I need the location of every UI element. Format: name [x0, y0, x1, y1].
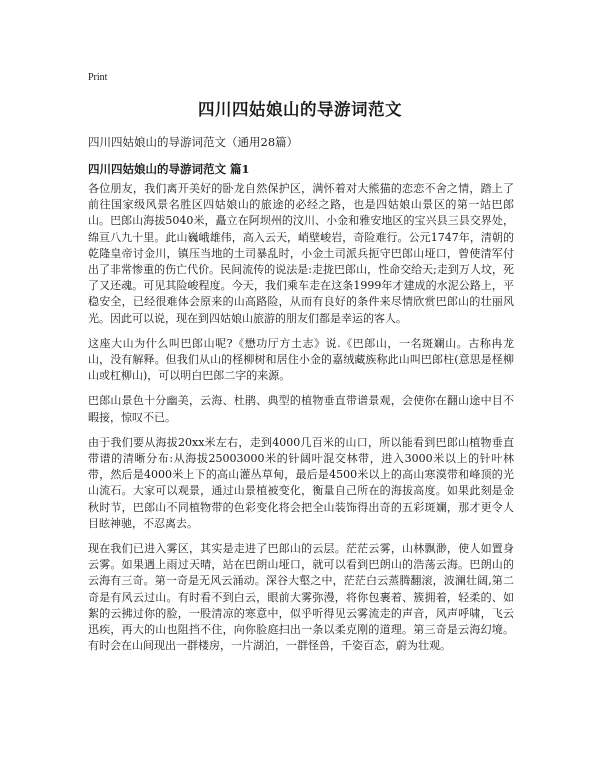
article-body	[88, 181, 514, 663]
paragraph-5: 现在我们已进入雾区，其实是走进了巴郎山的云层。茫茫云雾，山林飘渺，使人如置身云雾。如果遇上雨过天晴，站在巴朗山垭口，就可以看到巴朗山的浩荡云海。巴朗山的云海有三奇。第一奇是无风云涌动。深谷大壑之中，茫茫白云蒸腾翻滚，波澜壮阔,第二奇是有风云过山。有时看不到白云，眼前大雾弥漫，将你包裹着、簇拥着，轻柔的、如絮的云拂过你的脸，一股清凉的寒意中，似乎听得见云雾流走的声音，风声呼啸，飞云迅疾，再大的山也阻挡不住，向你脸庭扫出一条以柔克刚的道理。第三奇是云海幻境。有时会在山间现出一群楼房，一片湖泊，一群怪兽，千姿百态，蔚为壮观。	[88, 542, 514, 653]
print-link[interactable]: Print	[88, 72, 108, 83]
document-subtitle: 四川四姑娘山的导游词范文（通用28篇）	[88, 135, 299, 149]
paragraph-2: 这座大山为什么叫巴郎山呢?《懋功厅方土志》说.《巴郎山，一名斑斓山。古称冉龙山，没有解释。但我们从山的柽柳树和居住小金的嘉绒藏族称此山叫巴郎柱(意思是柽柳山或杠柳山)，可以明白巴郎二字的来源。	[88, 336, 514, 383]
paragraph-3: 巴郎山景色十分幽美，云海、杜鹃、典型的植物垂直带谱景观，会使你在翻山途中目不暇接，惊叹不已。	[88, 394, 514, 424]
paragraph-4: 由于我们要从海拔20xx米左右，走到4000几百米的山口，所以能看到巴郎山植物垂直带谱的清晰分布:从海拔25003000米的针阔叶混交林带，进入3000米以上的针叶林带，然后是4000米上下的高山灌丛草甸，最后是4500米以上的高山寒漠带和峰顶的光山流石。大家可以观景，通过山景植被变化，衡量自己所在的海拔高度。如果此刻是金秋时节，巴郎山不同植物带的色彩变化将会把全山装饰得出奇的五彩斑斓，那才更令人目眩神驰，不忍离去。	[88, 435, 514, 530]
paragraph-1: 各位朋友，我们离开美好的卧龙自然保护区，满怀着对大熊猫的恋恋不舍之情，踏上了前往国家级风景名胜区四姑娘山的旅途的必经之路，也是四姑娘山景区的第一站巴郎山。巴郎山海拔5040米，矗立在阿坝州的汶川、小金和雅安地区的宝兴县三县交界处，绵亘八九十里。此山巍峨雄伟，高入云天，峭壁峻岩，奇险难行。公元1747年，清朝的乾隆皇帝讨金川，镇压当地的土司暴乱时，小金土司派兵扼守巴郎山垭口，曾使清军付出了非常惨重的伤亡代价。民间流传的说法是:走拢巴郎山，性命交给天;走到万人坟，死了又还魂。可见其险峻程度。今天，我们乘车走在这条1999年才建成的水泥公路上，平稳安全，已经很难体会原来的山高路险，从而有良好的条件来尽情欣赏巴郎山的壮丽风光。因此可以说，现在到四姑娘山旅游的朋友们都是幸运的客人。	[88, 182, 514, 325]
page-title: 四川四姑娘山的导游词范文	[198, 100, 402, 119]
section-heading: 四川四姑娘山的导游词范文 篇1	[88, 162, 250, 176]
